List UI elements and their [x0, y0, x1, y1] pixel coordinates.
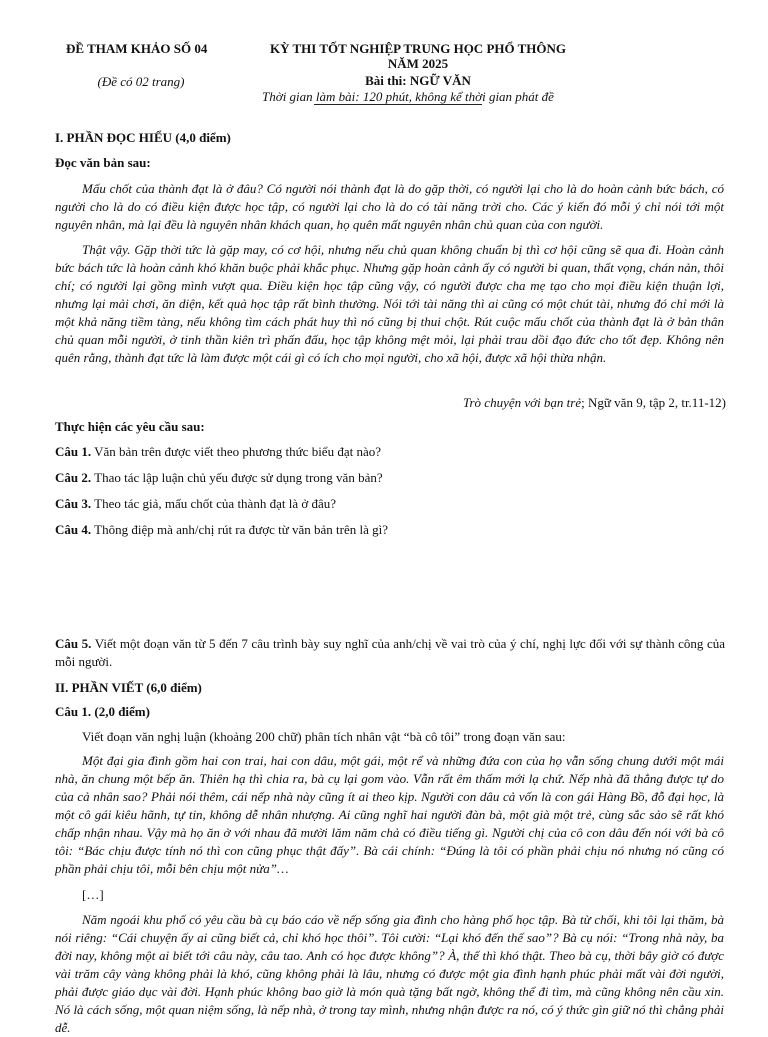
question-2: [55, 469, 725, 487]
question-1: [55, 443, 725, 461]
question-4: [55, 521, 725, 539]
read-prompt: Đọc văn bản sau:: [55, 155, 151, 170]
reading-paragraph-2: Thật vậy. Gặp thời tức là gặp may, có cơ hội, nhưng nếu chủ quan không chuẩn bị thì cơ hội cũng sẽ qua đi. Hoàn cảnh bức bách tức là hoàn cảnh khó khăn buộc phải khắc phục. Nhưng gặp hoàn cảnh ấy có người bi quan, thất vọng, chán nản, thôi chí; có người lại gồng mình vượt qua. Điều kiện học tập cũng vậy, có người được cha mẹ tạo cho mọi điều kiện thuận lợi, nhưng lại mải chơi, ăn diện, kết quả học tập rất bình thường. Nói tới tài năng thì ai cũng có một chút tài, nhưng đó chỉ mới là một khả năng tiềm tàng, nếu không tìm cách phát huy thì nó cũng bị thui chột. Rút cuộc mấu chốt của thành đạt là ở bản thân chủ quan mỗi người, ở tinh thần kiên trì phấn đấu, học tập không mệt mỏi, lại phải trau dồi đạo đức cho tốt đẹp. Không nên quên rằng, thành đạt tức là làm được một cái gì có ích cho mọi người, cho xã hội, được xã hội thừa nhận.: [55, 242, 724, 365]
excerpt-ellipsis: […]: [82, 887, 104, 902]
header-underline: [314, 104, 482, 105]
exam-code: ĐỀ THAM KHẢO SỐ 04: [66, 41, 208, 56]
writing-q1-heading: Câu 1. (2,0 điểm): [55, 704, 150, 719]
source-citation: [300, 394, 726, 412]
subject: Bài thi: NGỮ VĂN: [365, 73, 471, 88]
tasks-heading: Thực hiện các yêu cầu sau:: [55, 419, 205, 434]
question-label: Câu 2.: [55, 470, 92, 485]
question-label: Câu 1.: [55, 444, 92, 459]
question-label: Câu 3.: [55, 496, 92, 511]
exam-time: Thời gian làm bài: 120 phút, không kể thời gian phát đề: [262, 89, 554, 104]
question-text: Thao tác lập luận chủ yếu được sử dụng trong văn bản?: [91, 470, 383, 485]
exam-title-line1: KỲ THI TỐT NGHIỆP TRUNG HỌC PHỔ THÔNG: [269, 41, 567, 56]
question-text: Văn bản trên được viết theo phương thức biểu đạt nào?: [91, 444, 381, 459]
reading-paragraph-1: Mấu chốt của thành đạt là ở đâu? Có người nói thành đạt là do gặp thời, có người lại cho là do hoàn cảnh bức bách, có người cho là do có điều kiện được học tập, có người lại cho là do có tài năng trời cho. Các ý kiến đó mỗi ý chỉ nói tới một nguyên nhân, mà lại đều là nguyên nhân khách quan, họ quên mất nguyên nhân chủ quan của con người.: [55, 181, 724, 232]
question-label: Câu 5.: [55, 636, 92, 651]
question-text: Theo tác giả, mấu chốt của thành đạt là ở đâu?: [91, 496, 336, 511]
question-text: Thông điệp mà anh/chị rút ra được từ văn bản trên là gì?: [91, 522, 389, 537]
section1-heading: I. PHẦN ĐỌC HIỂU (4,0 điểm): [55, 130, 231, 145]
section2-heading: II. PHẦN VIẾT (6,0 điểm): [55, 680, 202, 695]
question-label: Câu 4.: [55, 522, 92, 537]
source-title: Trò chuyện với bạn trẻ: [462, 395, 582, 410]
question-3: [55, 495, 725, 513]
excerpt-paragraph-2: Năm ngoái khu phố có yêu cầu bà cụ báo cáo về nếp sống gia đình cho hàng phố học tập. Bà từ chối, khi tôi lại thăm, bà nói riêng: “Cái chuyện ấy ai cũng biết cả, chỉ khó học thôi”. Tôi cười: “Lại khó đến thế sao”? Bà cụ nói: “Trong nhà này, ba đời nay, không một ai biết tới câu này, câu tao. Anh có học được không”? À, thế thì khó thật. Theo bà cụ, thời bây giờ có được vài trăm cây vàng không phải là khó, cũng không phải là lâu, nhưng có được một gia đình hạnh phúc phải mất vài đời người, phải được giáo dục vài đời. Hạnh phúc không bao giờ là món quà tặng bất ngờ, không thể đi tìm, mà cũng không nên cầu xin. Nó là cách sống, một quan niệm sống, là nếp nhà, ở trong tay mình, nhưng nhận được ra nó, có ý thức gìn giữ nó thì chẳng phải dễ.: [55, 912, 724, 1035]
pages-note: (Đề có 02 trang): [97, 74, 185, 89]
writing-q1-prompt: Viết đoạn văn nghị luận (khoảng 200 chữ) phân tích nhân vật “bà cô tôi” trong đoạn văn sau:: [82, 729, 566, 744]
source-detail: ; Ngữ văn 9, tập 2, tr.11-12): [581, 395, 726, 410]
question-5: [55, 635, 725, 671]
question-text: Viết một đoạn văn từ 5 đến 7 câu trình bày suy nghĩ của anh/chị về vai trò của ý chí, nghị lực đối với sự thành công của mỗi người.: [55, 636, 725, 669]
exam-title-line2: NĂM 2025: [387, 56, 449, 71]
excerpt-paragraph-1: Một đại gia đình gồm hai con trai, hai con dâu, một gái, một rể và những đứa con của họ vẫn sống chung dưới một mái nhà, ăn chung một bếp ăn. Thiên hạ thì chia ra, bà cụ lại gom vào. Vẫn rất êm thấm mới lạ chứ. Nếp nhà đã thẳng được tự do của cả nhân sao? Phải nói thêm, cái nếp nhà này cũng ít ai theo kịp. Người con dâu cả vốn là con gái Hàng Bồ, đỗ đại học, là một cô gái kiêu hãnh, tự tin, không dễ nhân nhượng. Ai cũng nghĩ hai người đàn bà, một già một trẻ, cùng sắc sảo sẽ rất khó chấp nhận nhau. Vậy mà họ ăn ở với nhau đã mười lăm năm chả có điều tiếng gì. Người chị của cô con dâu đến nói với bà cô tôi: “Bác chịu được tính nó thì con cũng phục thật đấy”. Bà cái chính: “Đúng là tôi có phần phải chịu nó nhưng nó cũng có phần phải chịu tôi, mỗi bên chịu một nửa”…: [55, 753, 724, 876]
